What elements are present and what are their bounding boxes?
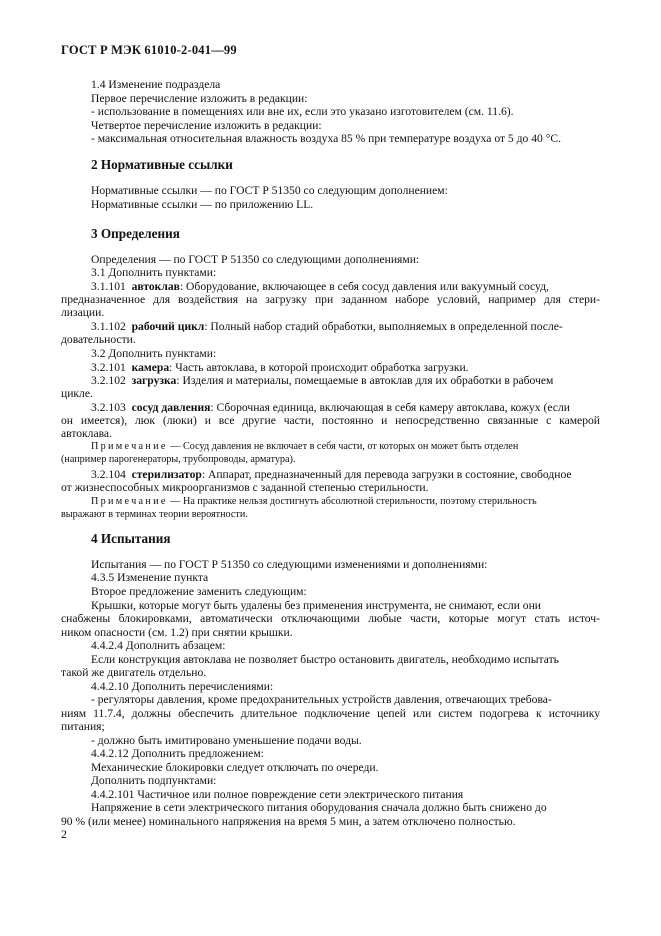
paragraph-line: Если конструкция автоклава не позволяет быстро остановить двигатель, необходимо испытать <box>91 653 559 666</box>
term: камера <box>131 361 170 374</box>
term: сосуд давления <box>131 401 211 414</box>
paragraph: Механические блокировки следует отключать по очереди. <box>91 761 379 774</box>
subsection-title: 1.4 Изменение подраздела <box>91 78 221 91</box>
section-heading: 2 Нормативные ссылки <box>91 157 233 172</box>
term: рабочий цикл <box>131 320 205 333</box>
definition-line <box>91 280 549 294</box>
definition-line: лизации. <box>61 306 105 319</box>
definition-text: : Изделия и материалы, помещаемые в автоклав для их обработки в рабочем <box>176 374 554 387</box>
paragraph-line: снабжены блокировками, автоматически отключающими любые части, которые могут стать источ- <box>61 612 600 625</box>
definition-line: цикле. <box>61 387 93 400</box>
subsection-title: 3.2 Дополнить пунктами: <box>91 347 217 360</box>
document-header: ГОСТ Р МЭК 61010-2-041—99 <box>61 43 237 57</box>
subsection-title: 4.4.2.10 Дополнить перечислениями: <box>91 680 274 693</box>
note-text: — На практике нельзя достигнуть абсолютной стерильности, поэтому стерильность <box>167 496 537 507</box>
paragraph: Определения — по ГОСТ Р 51350 со следующими дополнениями: <box>91 253 420 266</box>
paragraph: Второе предложение заменить следующим: <box>91 585 307 598</box>
definition-text: : Часть автоклава, в которой происходит обработка загрузки. <box>169 361 469 374</box>
definition-text: : Полный набор стадий обработки, выполняемых в определенной после- <box>204 320 563 333</box>
definition-line: от жизнеспособных микроорганизмов с заданной степенью стерильности. <box>61 481 429 494</box>
definition-line <box>91 361 469 375</box>
term: загрузка <box>131 374 177 387</box>
term: стерилизатор <box>131 468 202 481</box>
definition-line: предназначенное для воздействия на загрузку при заданном наборе условий, например для стери- <box>61 293 600 306</box>
subsection-title: 4.4.2.12 Дополнить предложением: <box>91 747 264 760</box>
paragraph: Первое перечисление изложить в редакции: <box>91 92 308 105</box>
definition-line <box>91 468 572 482</box>
note-text: — Сосуд давления не включает в себя части, от которых он может быть отделен <box>167 441 519 452</box>
paragraph-line: Крышки, которые могут быть удалены без применения инструмента, не снимают, если они <box>91 599 541 612</box>
note-line: выражают в терминах теории вероятности. <box>61 509 248 520</box>
list-item: - должно быть имитировано уменьшение подачи воды. <box>91 734 362 747</box>
note-label: Примечание <box>91 441 168 452</box>
note-line <box>91 495 537 508</box>
list-item: - регуляторы давления, кроме предохранительных устройств давления, отвечающих требова- <box>91 693 552 706</box>
subsection-title: 3.1 Дополнить пунктами: <box>91 266 217 279</box>
subsection-title: 4.4.2.101 Частичное или полное повреждение сети электрического питания <box>91 788 464 801</box>
paragraph: Четвертое перечисление изложить в редакции: <box>91 119 322 132</box>
definition-text: : Оборудование, включающее в себя сосуд давления или вакуумный сосуд, <box>179 280 549 293</box>
term-number: 3.2.104 <box>91 468 126 481</box>
page-number: 2 <box>61 827 67 841</box>
paragraph-line: Напряжение в сети электрического питания оборудования сначала должно быть снижено до <box>91 801 547 814</box>
term-number: 3.1.101 <box>91 280 126 293</box>
term-number: 3.2.101 <box>91 361 126 374</box>
definition-text: : Сборочная единица, включающая в себя камеру автоклава, кожух (если <box>210 401 570 414</box>
term-number: 3.2.103 <box>91 401 126 414</box>
paragraph-line: ником опасности (см. 1.2) при снятии крышки. <box>61 626 293 639</box>
definition-line <box>91 374 553 388</box>
definition-line <box>91 320 563 334</box>
section-heading: 3 Определения <box>91 226 180 241</box>
list-item: - использование в помещениях или вне их, если это указано изготовителем (см. 11.6). <box>91 105 514 118</box>
term-number: 3.1.102 <box>91 320 126 333</box>
term-number: 3.2.102 <box>91 374 126 387</box>
definition-line <box>91 401 570 415</box>
note-label: Примечание <box>91 496 168 507</box>
definition-text: : Аппарат, предназначенный для перевода загрузки в состояние, свободное <box>201 468 572 481</box>
subsection-title: 4.4.2.4 Дополнить абзацем: <box>91 639 226 652</box>
list-item-line: ниям 11.7.4, должны обеспечить длительное подключение цепей или систем подогрева к источнику <box>61 707 600 720</box>
paragraph: Нормативные ссылки — по ГОСТ Р 51350 со следующим дополнением: <box>91 184 448 197</box>
paragraph-line: такой же двигатель отдельно. <box>61 666 207 679</box>
list-item-line: питания; <box>61 720 105 733</box>
paragraph-line: 90 % (или менее) номинального напряжения на время 5 мин, а затем отключено полностью. <box>61 815 516 828</box>
note-line <box>91 440 518 453</box>
definition-line: довательности. <box>61 333 136 346</box>
definition-line: он имеется), люк (люки) и все другие части, постоянно и непосредственно связанные с камерой <box>61 414 600 427</box>
definition-line: автоклава. <box>61 427 112 440</box>
list-item: - максимальная относительная влажность воздуха 85 % при температуре воздуха от 5 до 40 °С. <box>91 132 561 145</box>
paragraph: Нормативные ссылки — по приложению LL. <box>91 198 314 211</box>
paragraph: Дополнить подпунктами: <box>91 774 217 787</box>
subsection-title: 4.3.5 Изменение пункта <box>91 571 209 584</box>
section-heading: 4 Испытания <box>91 531 171 546</box>
term: автоклав <box>131 280 180 293</box>
paragraph: Испытания — по ГОСТ Р 51350 со следующими изменениями и дополнениями: <box>91 558 488 571</box>
note-line: (например парогенераторы, трубопроводы, арматура). <box>61 454 296 465</box>
